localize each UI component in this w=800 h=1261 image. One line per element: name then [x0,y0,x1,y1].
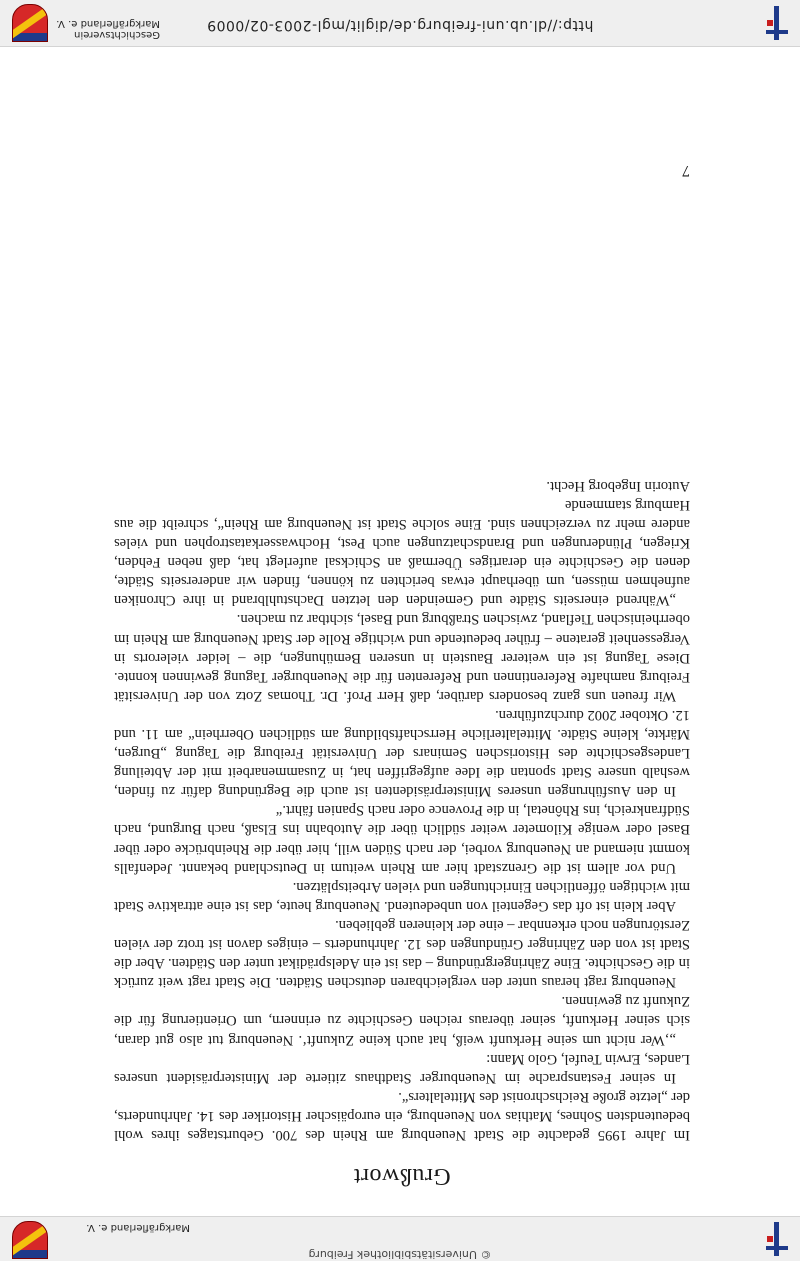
paragraph: Im Jahre 1995 gedachte die Stadt Neuenburg am Rhein des 700. Geburtstages ihres wohl bedeutendsten Sohnes, Mathias von Neuenburg, ein europäischer Historiker des 14. Jahrhunderts, der „letzte große Reichschronist des Mittelalters“. [114,1088,690,1143]
signature: Autorin Ingeborg Hecht. [546,477,690,494]
paragraph: „Während einerseits Städte und Gemeinden den letzten Dachstuhlbrand in ihre Chroniken aufnehmen müssen, um überhaupt etwas berichten zu können, finden wir andererseits Städte, denen die Geschichte ein derartiges Übermaß an Schicksal auferlegt hat, daß neben Fehden, Kriegen, Plünderungen und Brandschatzungen auch Pest, Hochwasserkatastrophen und vieles andere mehr zu verzeichnen sind. Eine solche Stadt ist Neuenburg am Rhein“, schreibt die aus Hamburg stammende [114,496,690,609]
paragraph: Aber klein ist oft das Gegenteil von unbedeutend. Neuenburg heute, das ist eine attraktive Stadt mit wichtigen öffentlichen Einrichtungen und vielen Arbeitsplätzen. [114,878,690,914]
paragraph: Und vor allem ist die Grenzstadt hier am Rhein weitum in Deutschland bekannt. Jedenfalls kommt niemand an Neuenburg vorbei, der nach Süden will, hier über die Rheinbrücke oder über Basel oder wenige Kilometer weiter südlich über die Autobahn ins Elsaß, nach Burgund, nach Südfrankreich, ins Rhônetal, in die Provence oder nach Spanien fährt.“ [114,802,690,876]
page-title: Grußwort [353,1163,451,1189]
paragraph: Neuenburg ragt heraus unter den vergleichbaren deutschen Städten. Die Stadt ragt weit zurück in die Geschichte. Eine Zähringergründung – das ist ein Adelsprädikat unter den Städten. Aber die Stadt ist von den Zähringer Gründungen des 12. Jahrhunderts – einiges davon ist trotz der vielen Zerstörungen noch erkennbar – eine der kleineren geblieben. [114,916,690,991]
paragraph: In den Ausführungen unseres Ministerpräsidenten ist auch die Begründung dafür zu finden, weshalb unsere Stadt spontan die Idee aufgegriffen hat, in Zusammenarbeit mit der Abteilung Landesgeschichte des Historischen Seminars der Universität Freiburg die Tagung „Burgen, Märkte, kleine Städte. Mittelalterliche Herrschaftsbildung am südlichen Oberrhein“ am 11. und 12. Oktober 2002 durchzuführen. [114,706,690,800]
crest-icon [12,4,48,42]
org-name: Geschichtsverein Markgräflerland e. V. [56,18,160,40]
source-url[interactable]: http://dl.ub.uni-freiburg.de/diglit/mgl-2003-02/0009 [206,17,594,33]
document-page [114,476,690,1189]
paragraph: In seiner Festansprache im Neuenburger Stadthaus zitierte der Ministerpräsident unseres Landes, Erwin Teufel, Golo Mann: [114,1050,690,1086]
paragraph: „‚Wer nicht um seine Herkunft weiß, hat auch keine Zukunft‘. Neuenburg tut also gut daran, sich seiner Herkunft, seiner überaus reichen Geschichte zu erinnern, um Orientierung für die Zukunft zu gewinnen. [114,993,690,1048]
viewer-header-strip [0,1216,800,1261]
paragraph: Wir freuen uns ganz besonders darüber, daß Herr Prof. Dr. Thomas Zotz von der Universität Freiburg namhafte Referentinnen und Referenten für die Neuenburger Tagung gewinnen konnte. Diese Tagung ist ein weiterer Baustein in unseren Bemühungen, die – leider vielerorts in Vergessenheit geratene – früher bedeutende und wichtige Rolle der Stadt Neuenburg am Rhein im oberrheinischen Tiefland, zwischen Straßburg und Basel, sichtbar zu machen. [114,611,690,704]
viewer-footer-strip [0,0,800,47]
crest-icon [12,1221,48,1259]
page-number: 7 [682,162,690,179]
credit-text: © Universitätsbibliothek Freiburg [308,1248,492,1261]
org-name: Markgräflerland e. V. [86,1222,190,1233]
